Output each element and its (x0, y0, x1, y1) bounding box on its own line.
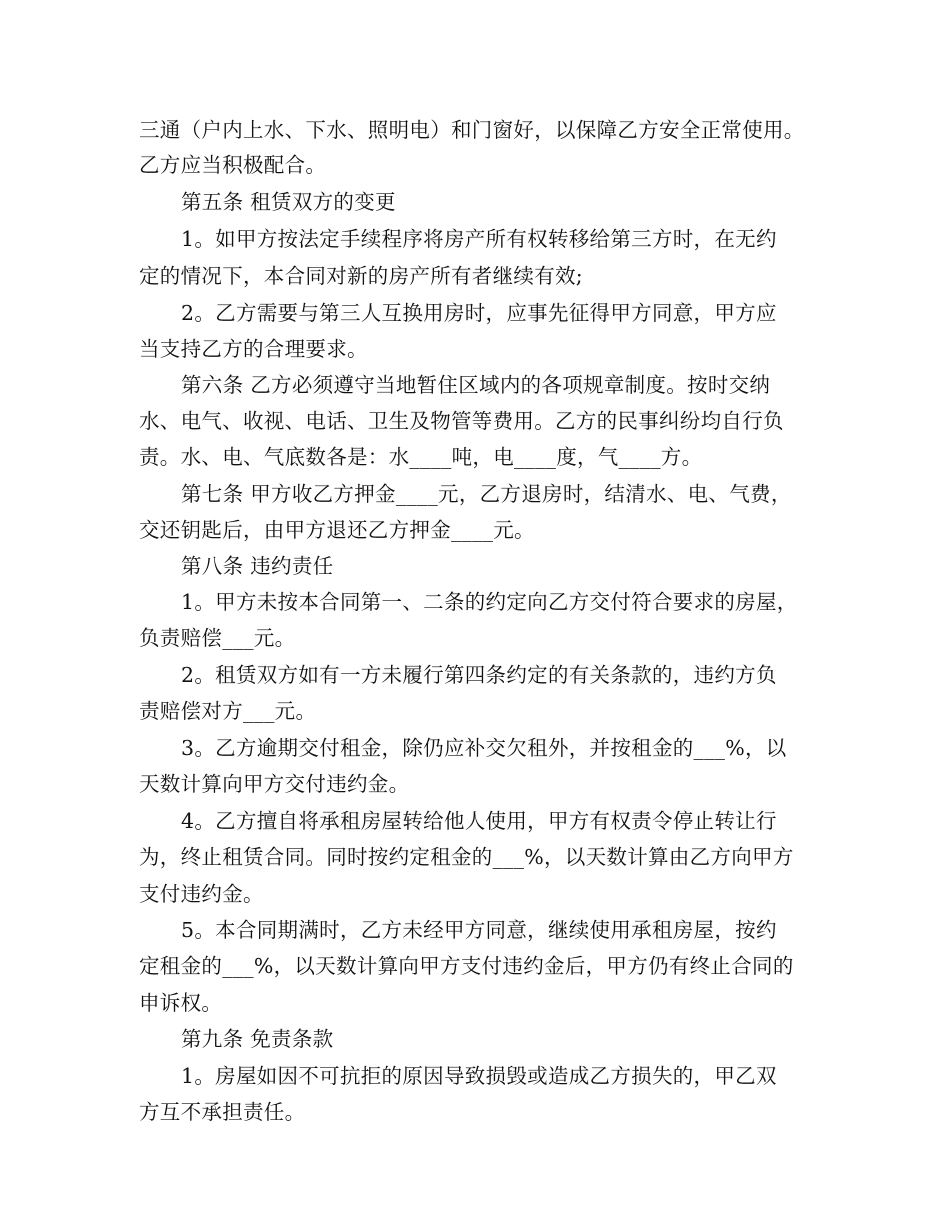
text-line: 1。房屋如因不可抗拒的原因导致损毁或造成乙方损失的，甲乙双 (181, 1064, 777, 1088)
text-line: 责赔偿对方___元。 (139, 699, 317, 723)
text-line: 定的情况下，本合同对新的房产所有者继续有效; (139, 264, 584, 288)
text-line: 交还钥匙后，由甲方退还乙方押金____元。 (139, 518, 535, 542)
text-line: 为，终止租赁合同。同时按约定租金的___%，以天数计算由乙方向甲方 (139, 845, 794, 869)
text-line: 方互不承担责任。 (139, 1100, 306, 1124)
section-heading: 第七条 甲方收乙方押金____元，乙方退房时，结清水、电、气费， (181, 482, 792, 506)
text-line: 天数计算向甲方交付违约金。 (139, 772, 410, 796)
text-line: 定租金的___%，以天数计算向甲方支付违约金后，甲方仍有终止合同的 (139, 954, 794, 978)
text-line: 负责赔偿___元。 (139, 626, 296, 650)
text-line: 2。租赁双方如有一方未履行第四条约定的有关条款的，违约方负 (181, 663, 777, 687)
section-heading: 第九条 免责条款 (181, 1027, 334, 1051)
text-line: 1。甲方未按本合同第一、二条的约定向乙方交付符合要求的房屋， (181, 590, 798, 614)
section-heading: 第六条 乙方必须遵守当地暂住区域内的各项规章制度。按时交纳 (181, 373, 771, 397)
text-line: 支付违约金。 (139, 882, 264, 906)
text-line: 当支持乙方的合理要求。 (139, 337, 368, 361)
section-heading: 第八条 违约责任 (181, 554, 334, 578)
text-line: 4。乙方擅自将承租房屋转给他人使用，甲方有权责令停止转让行 (181, 809, 777, 833)
text-line: 责。水、电、气底数各是：水____吨，电____度，气____方。 (139, 445, 703, 469)
text-line: 2。乙方需要与第三人互换用房时，应事先征得甲方同意，甲方应 (181, 301, 777, 325)
text-line: 3。乙方逾期交付租金，除仍应补交欠租外，并按租金的___%，以 (181, 736, 787, 760)
text-line: 申诉权。 (139, 991, 223, 1015)
text-line: 1。如甲方按法定手续程序将房产所有权转移给第三方时，在无约 (181, 227, 777, 251)
text-line: 5。本合同期满时，乙方未经甲方同意，继续使用承租房屋，按约 (181, 918, 777, 942)
text-line: 水、电气、收视、电话、卫生及物管等费用。乙方的民事纠纷均自行负 (139, 409, 784, 433)
text-line: 乙方应当积极配合。 (139, 153, 327, 177)
section-heading: 第五条 租赁双方的变更 (181, 190, 396, 214)
text-line: 三通（户内上水、下水、照明电）和门窗好，以保障乙方安全正常使用。 (139, 118, 805, 142)
